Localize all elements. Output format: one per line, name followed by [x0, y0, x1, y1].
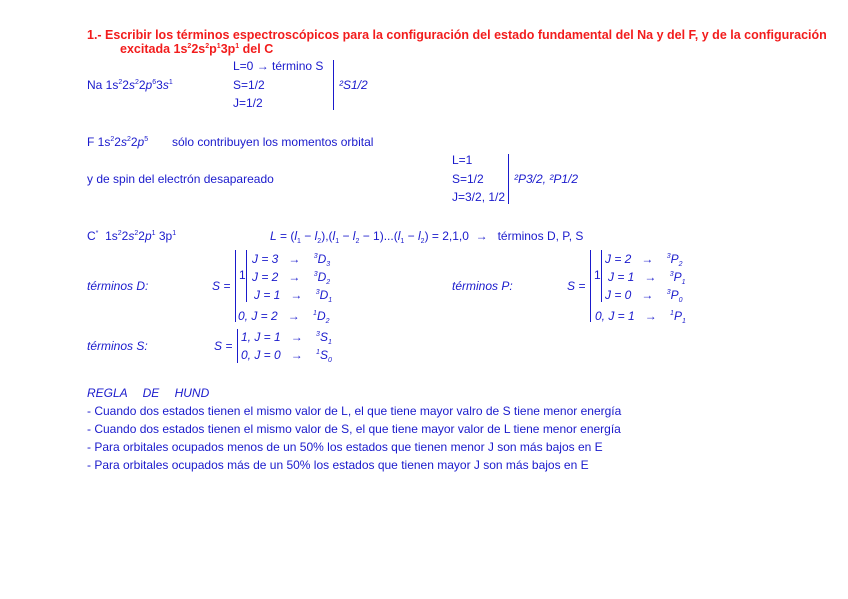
f-text-1: sólo contribuyen los momentos orbital: [172, 135, 374, 149]
arrow-icon: →: [256, 59, 269, 73]
d-row: J = 2 → $^3D_2$: [252, 270, 331, 286]
s-equals: S =: [214, 339, 233, 353]
na-term-word: término S: [272, 59, 324, 73]
hund-heading: REGLA DE HUND: [87, 386, 210, 400]
brace: [590, 250, 591, 322]
c-L-expr: $L = (l_1 - l_2),(l_1 - l_2 - 1)...(l_1 - l_2) = 2,1,0$ → términos D, P, S: [270, 229, 584, 245]
hund-rule: - Para orbitales ocupados menos de un 50% los estados que tienen menor J son más bajos en E: [87, 440, 603, 454]
terms-p-label: términos P:: [452, 279, 513, 293]
s-equals: S =: [212, 279, 231, 293]
c-config: C* $1s^22s^22p^1$ $3p^1$: [87, 229, 177, 243]
p-row: J = 2 → $^3P_2$: [605, 252, 683, 268]
s-equals: S =: [567, 279, 586, 293]
title-prefix: excitada: [120, 42, 171, 56]
c-terms: términos D, P, S: [497, 229, 584, 243]
f-terms: ²P3/2, ²P1/2: [514, 172, 579, 186]
title-line-1: 1.- Escribir los términos espectroscópicos para la configuración del estado fundamental del Na y del F, y de la configuración: [87, 28, 827, 42]
na-S: S=1/2: [233, 78, 265, 92]
hund-rule: - Para orbitales ocupados más de un 50% los estados que tienen mayor J son más bajos en E: [87, 458, 589, 472]
f-config: F $1s^22s^22p^5$: [87, 135, 149, 149]
brace: [246, 250, 247, 302]
hund-rule: - Cuando dos estados tienen el mismo valor de L, el que tiene mayor valro de S tiene menor energía: [87, 404, 622, 418]
terms-d-label: términos D:: [87, 279, 149, 293]
brace: [237, 329, 238, 363]
title-line-2: excitada $1s^22s^2p^13p^1$ del C: [120, 42, 274, 56]
p-row: J = 1 → $^3P_1$: [608, 270, 686, 286]
s-one: 1: [594, 268, 601, 282]
na-label: Na: [87, 78, 103, 92]
terms-s-label: términos S:: [87, 339, 148, 353]
na-term: ²S1/2: [339, 78, 368, 92]
f-text-2: y de spin del electrón desapareado: [87, 172, 274, 186]
f-label: F: [87, 135, 95, 149]
na-L-value: L=0: [233, 59, 254, 73]
na-L: [233, 59, 323, 73]
s-row: 0, J = 0 → $^1S_0$: [241, 348, 332, 364]
s-row: 1, J = 1 → $^3S_1$: [241, 330, 332, 346]
s-one: 1: [239, 268, 246, 282]
p-row: 0, J = 1 → $^1P_1$: [595, 309, 686, 325]
d-row: J = 3 → $^3D_3$: [252, 252, 331, 268]
brace: [601, 250, 602, 302]
na-J: J=1/2: [233, 96, 263, 110]
brace: [235, 250, 236, 322]
f-L: L=1: [452, 153, 473, 167]
hund-rule: - Cuando dos estados tienen el mismo valor de S, el que tiene mayor valor de L tiene menor energía: [87, 422, 621, 436]
title-suffix: del C: [242, 42, 274, 56]
f-S: S=1/2: [452, 172, 484, 186]
f-J: J=3/2, 1/2: [452, 190, 506, 204]
p-row: J = 0 → $^3P_0$: [605, 288, 683, 304]
d-row: 0, J = 2 → $^1D_2$: [238, 309, 330, 325]
d-row: J = 1 → $^3D_1$: [254, 288, 333, 304]
na-bracket: [333, 60, 334, 110]
f-bracket: [508, 154, 509, 204]
na-config: Na $1s^22s^22p^63s^1$: [87, 78, 173, 92]
